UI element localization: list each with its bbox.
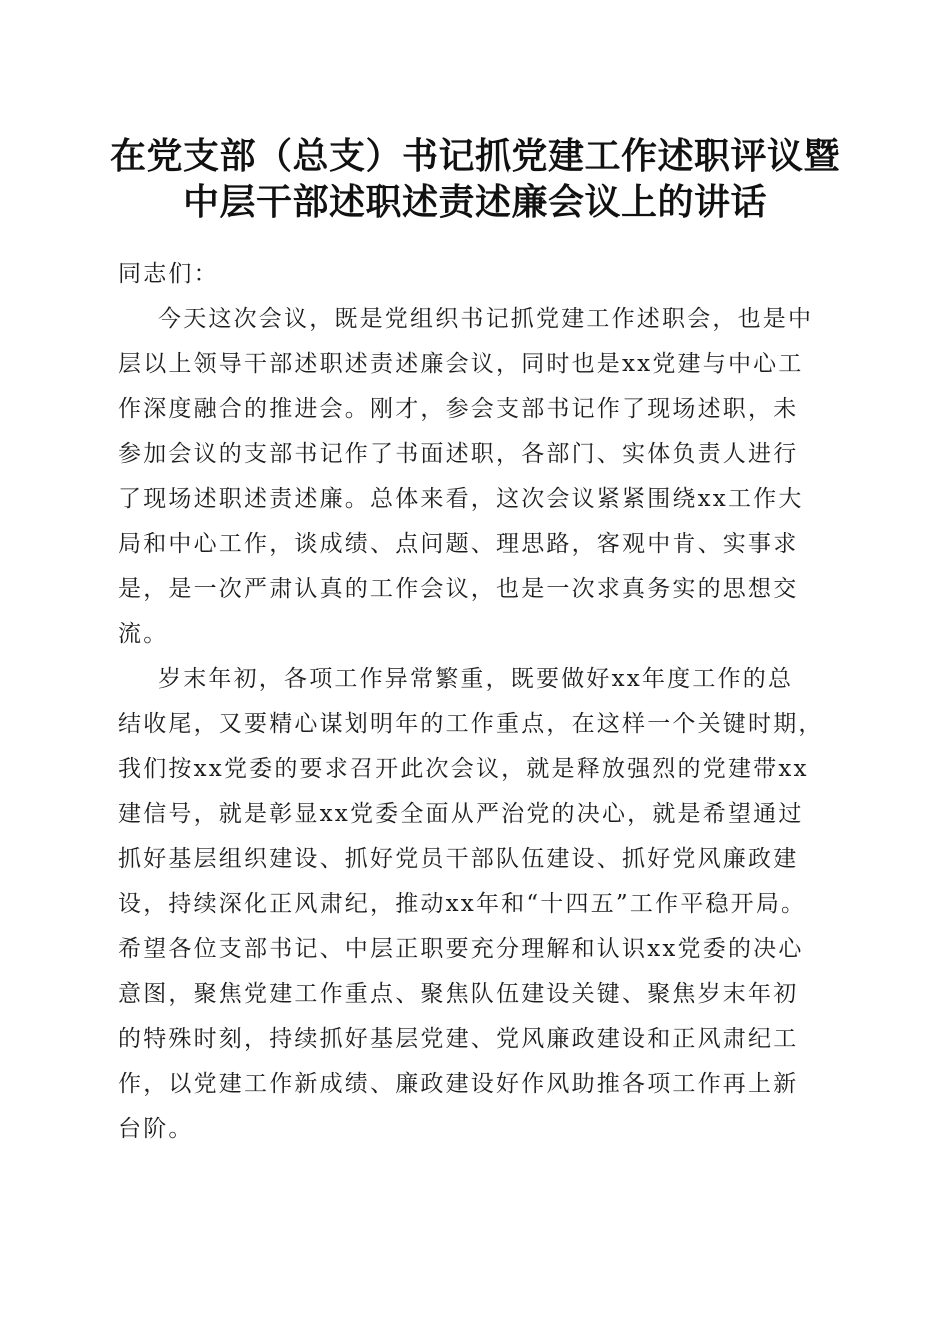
paragraph-line: 参加会议的支部书记作了书面述职，各部门、实体负责人进行 — [118, 441, 799, 467]
paragraph-line: 抓好基层组织建设、抓好党员干部队伍建设、抓好党风廉政建 — [118, 846, 799, 872]
paragraph-line: 是，是一次严肃认真的工作会议，也是一次求真务实的思想交 — [118, 576, 799, 602]
paragraph-line: 局和中心工作，谈成绩、点问题、理思路，客观中肯、实事求 — [118, 531, 799, 557]
paragraph-line: 我们按xx党委的要求召开此次会议，就是释放强烈的党建带xx — [118, 756, 809, 782]
paragraph-line: 意图，聚焦党建工作重点、聚焦队伍建设关键、聚焦岁末年初 — [118, 981, 799, 1007]
paragraph-2 — [118, 657, 833, 1152]
paragraph-line: 岁末年初，各项工作异常繁重，既要做好xx年度工作的总 — [158, 666, 794, 692]
document-body — [118, 252, 833, 1152]
paragraph-line: 作，以党建工作新成绩、廉政建设好作风助推各项工作再上新 — [118, 1071, 799, 1097]
paragraph-line: 结收尾，又要精心谋划明年的工作重点，在这样一个关键时期， — [118, 711, 824, 737]
document-title — [0, 134, 950, 226]
title-line-1: 在党支部（总支）书记抓党建工作述职评议暨 — [109, 136, 840, 177]
paragraph-line: 流。 — [118, 621, 169, 647]
paragraph-line: 的特殊时刻，持续抓好基层党建、党风廉政建设和正风肃纪工 — [118, 1026, 799, 1052]
paragraph-line: 希望各位支部书记、中层正职要充分理解和认识xx党委的决心 — [118, 936, 804, 962]
paragraph-line: 建信号，就是彰显xx党委全面从严治党的决心，就是希望通过 — [118, 801, 804, 827]
paragraph-line: 了现场述职述责述廉。总体来看，这次会议紧紧围绕xx工作大 — [118, 486, 804, 512]
title-line-2: 中层干部述职述责述廉会议上的讲话 — [182, 182, 767, 223]
paragraph-line: 作深度融合的推进会。刚才，参会支部书记作了现场述职，未 — [118, 396, 799, 422]
paragraph-line: 今天这次会议，既是党组织书记抓党建工作述职会，也是中 — [158, 306, 814, 332]
paragraph-line: 层以上领导干部述职述责述廉会议，同时也是xx党建与中心工 — [118, 351, 804, 377]
salutation: 同志们： — [118, 261, 219, 287]
paragraph-1 — [118, 297, 833, 657]
paragraph-line: 台阶。 — [118, 1116, 194, 1142]
paragraph-line: 设，持续深化正风肃纪，推动xx年和“十四五”工作平稳开局。 — [118, 891, 807, 917]
